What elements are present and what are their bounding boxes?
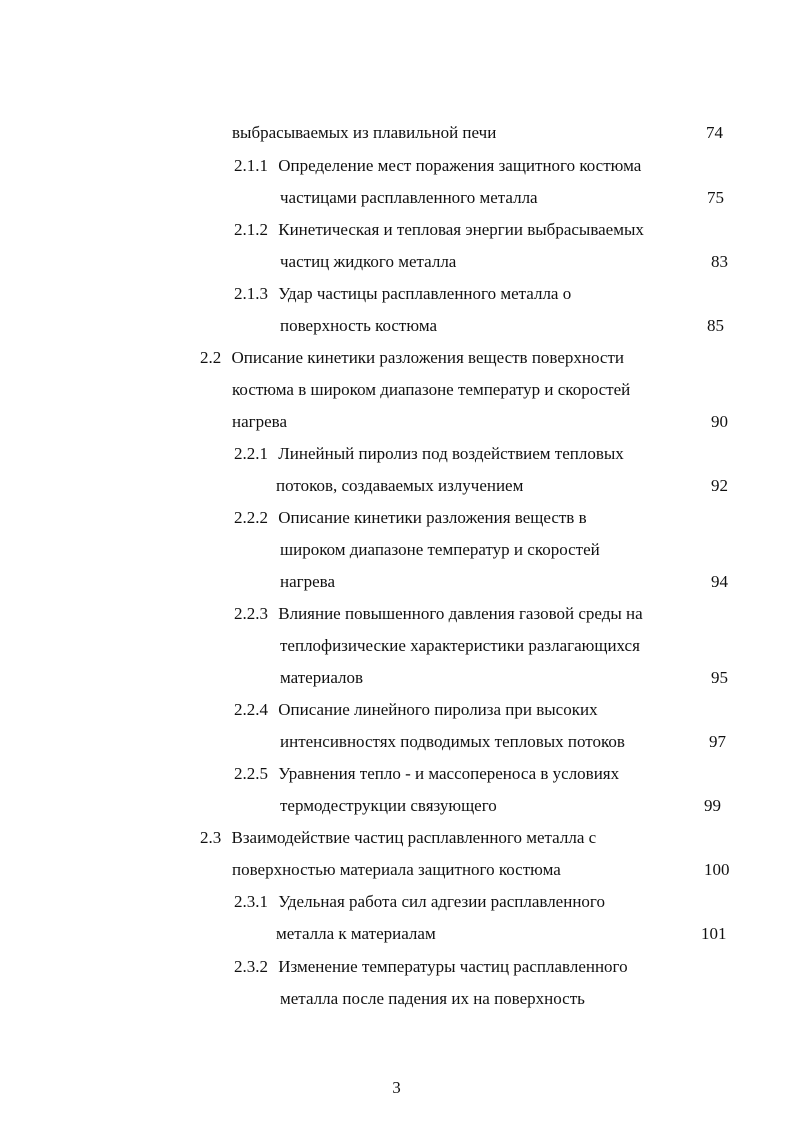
toc-entry-text: металла к материалам — [276, 924, 436, 943]
page-number: 3 — [392, 1078, 401, 1097]
toc-entry-first-line — [234, 700, 598, 720]
toc-entry-text: потоков, создаваемых излучением — [276, 476, 524, 495]
toc-section-number: 2.1.3 — [234, 284, 268, 303]
toc-entry-first-line — [234, 764, 619, 784]
toc-page-number: 92 — [711, 476, 728, 495]
toc-entry-text: Влияние повышенного давления газовой среды на — [278, 604, 643, 623]
toc-entry-text: Кинетическая и тепловая энергии выбрасываемых — [278, 220, 644, 239]
toc-entry-text: Определение мест поражения защитного костюма — [278, 156, 642, 175]
toc-entry-first-line — [234, 508, 587, 528]
toc-entry-text: материалов — [280, 668, 364, 687]
toc-section-number: 2.3.2 — [234, 957, 268, 976]
toc-entry-text: металла после падения их на поверхность — [280, 989, 585, 1008]
toc-entry-first-line — [234, 156, 641, 176]
toc-entry-first-line — [234, 892, 605, 912]
toc-entry-text: частиц жидкого металла — [280, 252, 457, 271]
toc-entry-text: костюма в широком диапазоне температур и скоростей — [232, 380, 631, 399]
toc-entry-text: поверхность костюма — [280, 316, 438, 335]
toc-entry-text: Описание кинетики разложения веществ в — [278, 508, 587, 527]
toc-page-number: 90 — [711, 412, 728, 431]
toc-entry-first-line — [234, 957, 628, 977]
toc-section-number: 2.3 — [200, 828, 222, 847]
toc-page-number: 100 — [704, 860, 730, 879]
toc-section-number: 2.2.5 — [234, 764, 268, 783]
toc-entry-text: выбрасываемых из плавильной печи — [232, 123, 497, 142]
toc-page-number: 97 — [709, 732, 726, 751]
toc-section-number: 2.2.4 — [234, 700, 268, 719]
toc-entry-first-line — [200, 828, 596, 848]
toc-entry-text: Описание кинетики разложения веществ поверхности — [231, 348, 624, 367]
toc-section-number: 2.2.3 — [234, 604, 268, 623]
toc-entry-text: Линейный пиролиз под воздействием тепловых — [278, 444, 624, 463]
toc-page-number: 75 — [707, 188, 724, 207]
toc-entry-text: Удар частицы расплавленного металла о — [278, 284, 572, 303]
toc-page-number: 101 — [701, 924, 727, 943]
toc-page-number: 83 — [711, 252, 728, 271]
toc-entry-text: частицами расплавленного металла — [280, 188, 538, 207]
toc-section-number: 2.1.1 — [234, 156, 268, 175]
toc-entry-text: Уравнения тепло - и массопереноса в условиях — [278, 764, 620, 783]
toc-entry-text: нагрева — [280, 572, 336, 591]
toc-page-number: 99 — [704, 796, 721, 815]
toc-entry-text: Описание линейного пиролиза при высоких — [278, 700, 598, 719]
toc-entry-text: термодеструкции связующего — [280, 796, 497, 815]
toc-entry-first-line — [234, 604, 643, 624]
toc-section-number: 2.3.1 — [234, 892, 268, 911]
toc-page-number: 85 — [707, 316, 724, 335]
toc-entry-text: Изменение температуры частиц расплавленного — [278, 957, 628, 976]
toc-entry-first-line — [234, 284, 571, 304]
toc-page-number: 74 — [706, 123, 723, 142]
toc-entry-first-line — [234, 444, 624, 464]
toc-entry-text: нагрева — [232, 412, 288, 431]
toc-section-number: 2.1.2 — [234, 220, 268, 239]
toc-entry-text: интенсивностях подводимых тепловых потоков — [280, 732, 625, 751]
toc-page-number: 95 — [711, 668, 728, 687]
toc-entry-first-line — [234, 220, 644, 240]
toc-entry-text: Взаимодействие частиц расплавленного металла с — [231, 828, 597, 847]
toc-entry-text: поверхностью материала защитного костюма — [232, 860, 561, 879]
toc-section-number: 2.2.1 — [234, 444, 268, 463]
toc-section-number: 2.2 — [200, 348, 222, 367]
toc-section-number: 2.2.2 — [234, 508, 268, 527]
toc-page-number: 94 — [711, 572, 728, 591]
toc-entry-text: теплофизические характеристики разлагающихся — [280, 636, 640, 655]
toc-entry-text: Удельная работа сил адгезии расплавленного — [278, 892, 605, 911]
toc-entry-text: широком диапазоне температур и скоростей — [280, 540, 600, 559]
toc-entry-first-line — [200, 348, 624, 368]
